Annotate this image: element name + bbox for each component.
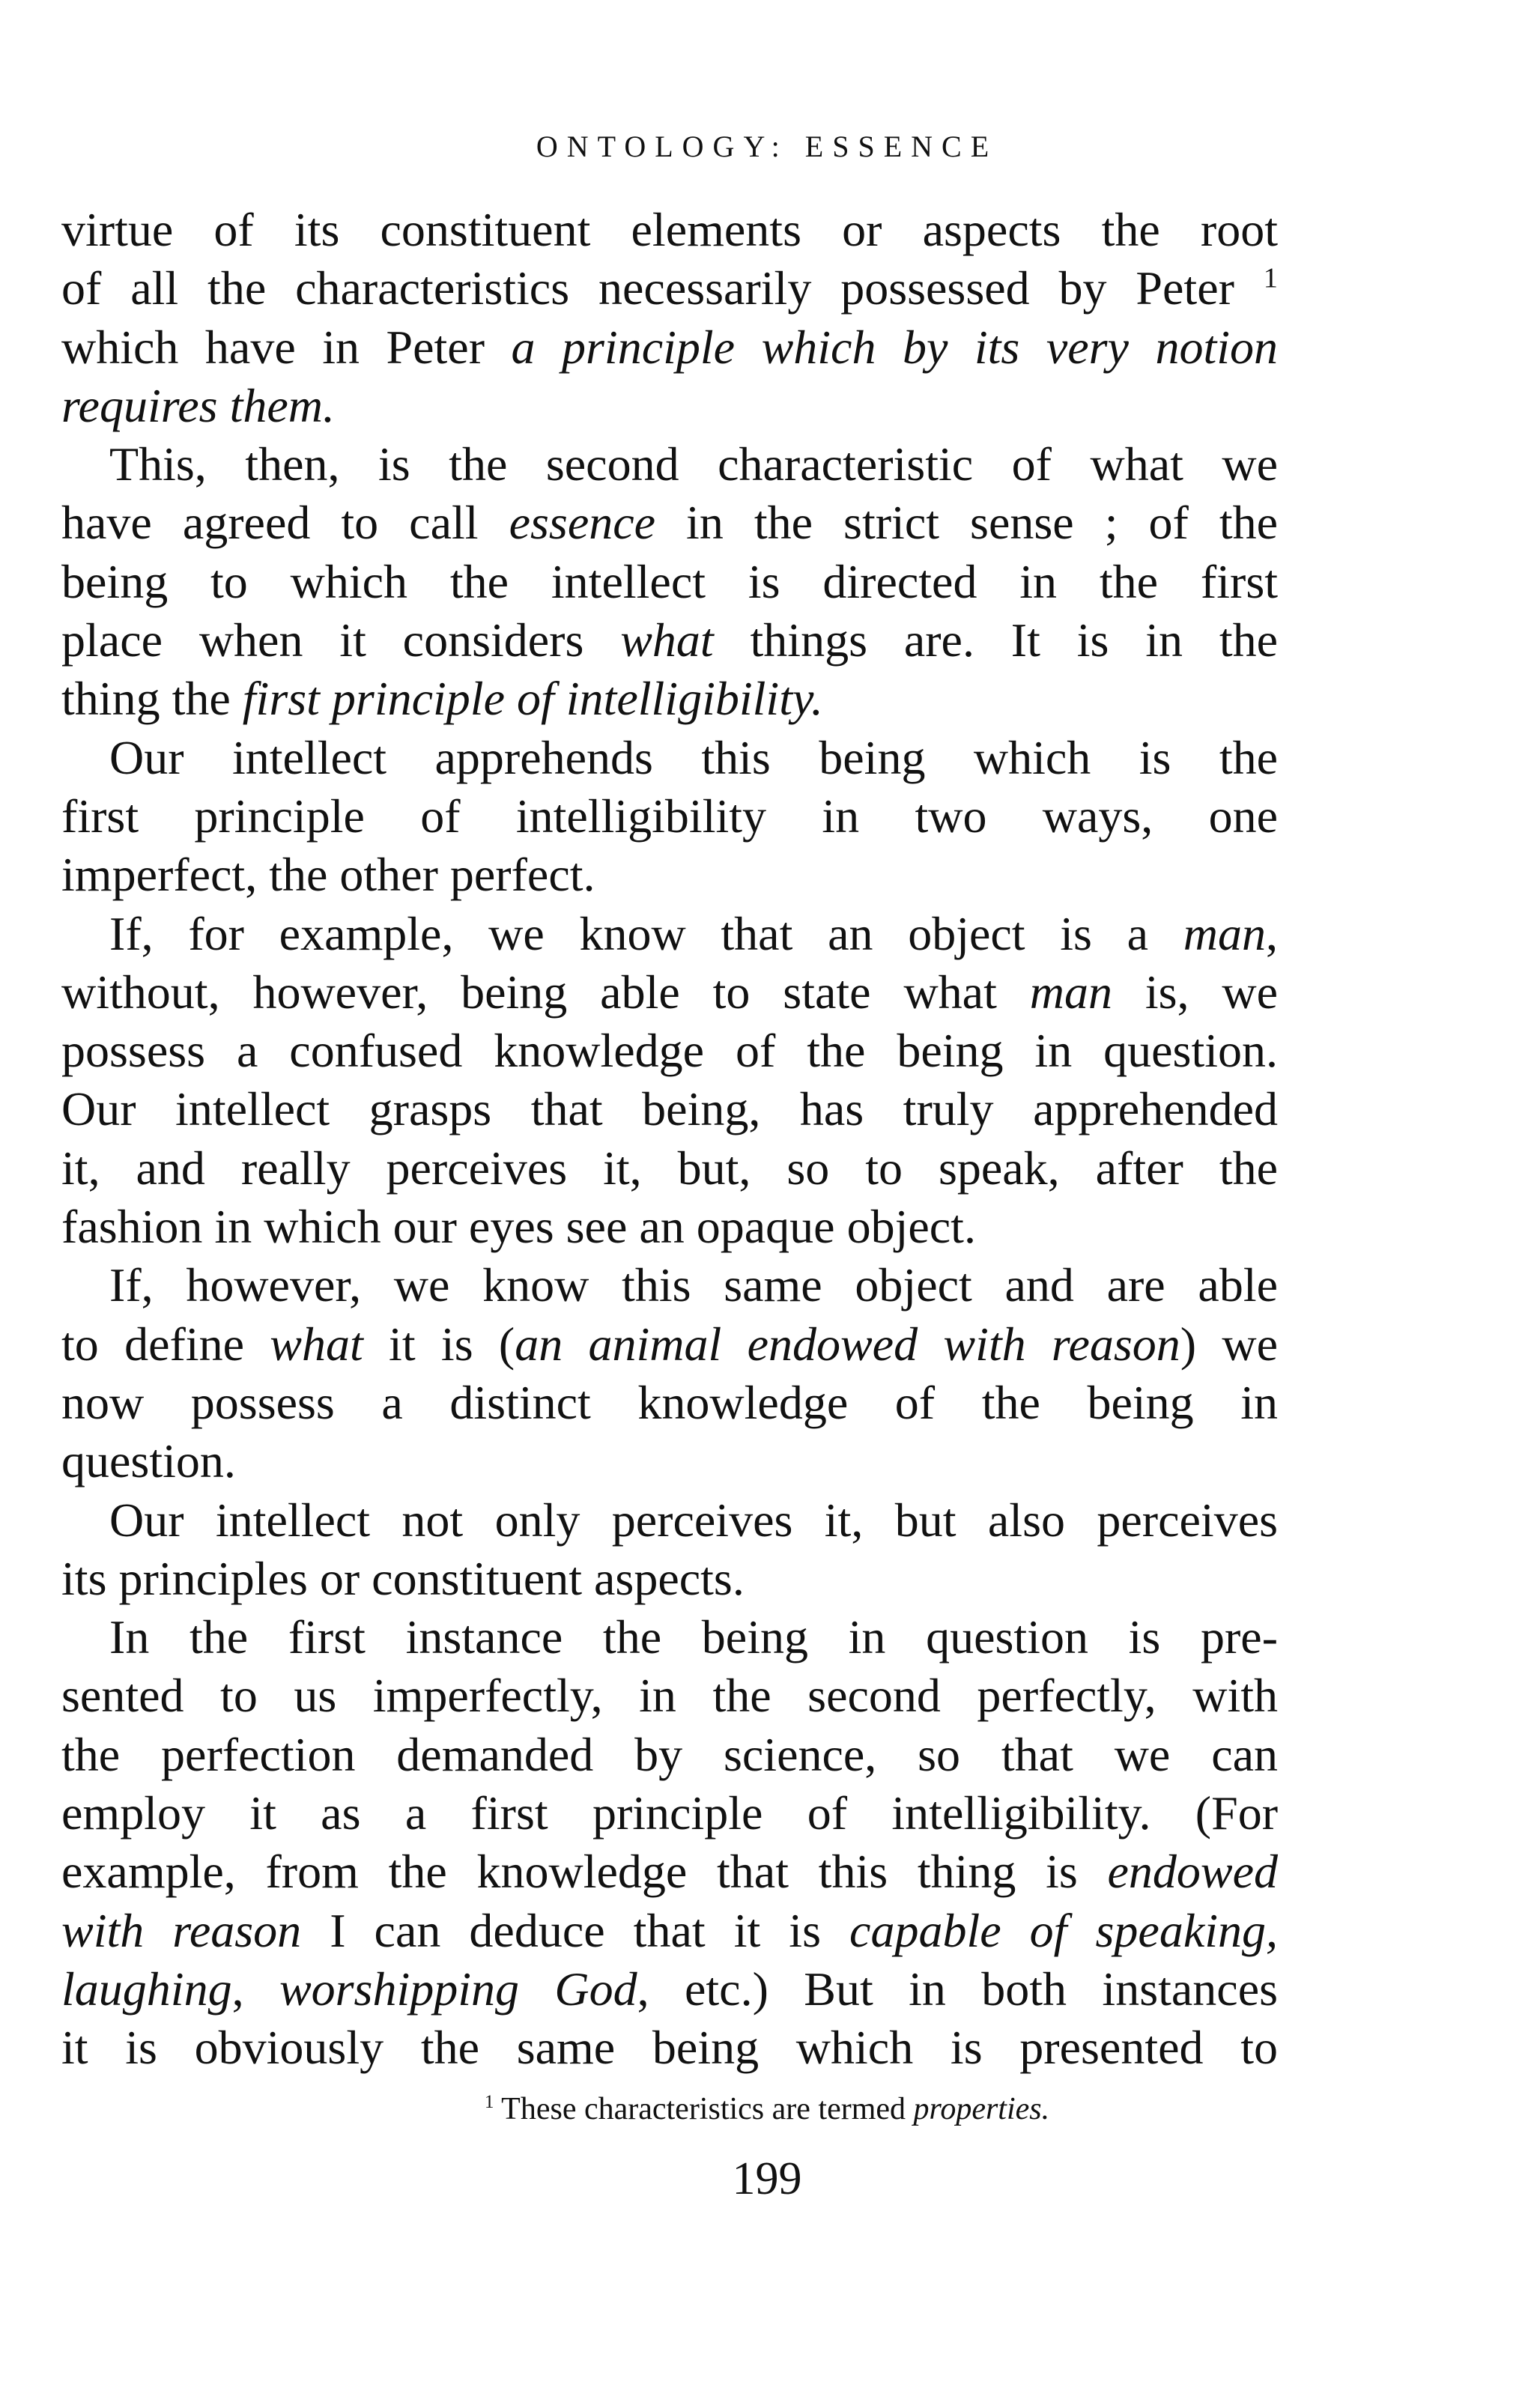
text-segment: This, then, is the second characteristic of what we bbox=[109, 437, 1278, 491]
text-segment: If, however, we know this same object and are able bbox=[109, 1258, 1278, 1312]
text-segment: ) we bbox=[1180, 1317, 1278, 1371]
text-line bbox=[61, 1843, 1278, 1901]
text-line bbox=[61, 1960, 1278, 2019]
text-segment: it, and really perceives it, but, so to speak, after the bbox=[61, 1141, 1278, 1195]
text-segment: in the strict sense ; of the bbox=[655, 496, 1279, 550]
page-number: 199 bbox=[732, 2153, 802, 2204]
text-line bbox=[61, 1198, 1278, 1256]
text-line bbox=[61, 318, 1278, 377]
text-segment: it is obviously the same being which is presented to bbox=[61, 2021, 1278, 2075]
text-segment: the perfection demanded by science, so that we can bbox=[61, 1727, 1278, 1781]
text-line bbox=[61, 846, 1278, 904]
footnote-reference: 1 bbox=[1263, 262, 1278, 294]
text-line bbox=[61, 670, 1278, 728]
text-segment: first principle of intelligibility in two ways, one bbox=[61, 789, 1278, 843]
text-segment: now possess a distinct knowledge of the being in bbox=[61, 1375, 1278, 1429]
footnote-text: These characteristics are termed bbox=[494, 2092, 914, 2126]
text-segment: it is ( bbox=[363, 1317, 515, 1371]
text-line bbox=[61, 1022, 1278, 1080]
text-segment: virtue of its constituent elements or aspects the root bbox=[61, 203, 1278, 256]
italic-text: laughing bbox=[61, 1962, 232, 2016]
footnote-marker: 1 bbox=[484, 2092, 494, 2112]
text-line bbox=[61, 1139, 1278, 1198]
text-segment: have agreed to call bbox=[61, 496, 509, 550]
footnote-italic: properties. bbox=[913, 2092, 1050, 2126]
text-line bbox=[61, 1608, 1278, 1667]
italic-text: endowed bbox=[1107, 1845, 1278, 1899]
italic-text: essence bbox=[509, 496, 656, 550]
text-segment: , bbox=[1266, 906, 1278, 960]
text-line bbox=[61, 494, 1278, 552]
italic-text: an animal endowed with reason bbox=[515, 1317, 1180, 1371]
text-line bbox=[61, 553, 1278, 611]
text-segment: without, however, being able to state what bbox=[61, 965, 1030, 1019]
italic-text: man bbox=[1183, 906, 1266, 960]
text-line bbox=[61, 1432, 1278, 1490]
text-segment: Our intellect not only perceives it, but also perceives bbox=[109, 1493, 1278, 1547]
text-line bbox=[61, 1491, 1278, 1550]
text-line bbox=[61, 1667, 1278, 1725]
text-line bbox=[61, 729, 1278, 787]
italic-text: a principle which by its very notion bbox=[511, 320, 1278, 374]
text-segment: sented to us imperfectly, in the second perfectly, with bbox=[61, 1669, 1278, 1723]
text-line bbox=[61, 1784, 1278, 1843]
italic-text: requires them. bbox=[61, 378, 335, 432]
text-segment: employ it as a first principle of intelligibility. (For bbox=[61, 1786, 1278, 1840]
text-segment: fashion in which our eyes see an opaque object. bbox=[61, 1200, 976, 1254]
text-line bbox=[61, 1256, 1278, 1314]
running-head: ONTOLOGY: ESSENCE bbox=[536, 130, 998, 163]
text-segment: I can deduce that it is bbox=[301, 1903, 850, 1957]
text-segment: imperfect, the other perfect. bbox=[61, 848, 595, 902]
text-line bbox=[61, 1902, 1278, 1960]
text-line bbox=[61, 787, 1278, 846]
text-line bbox=[61, 201, 1278, 259]
text-segment: If, for example, we know that an object is a bbox=[109, 906, 1183, 960]
text-segment: question. bbox=[61, 1434, 236, 1488]
italic-text: capable of speaking, bbox=[849, 1903, 1278, 1957]
text-segment: , etc.) But in both instances bbox=[637, 1962, 1278, 2016]
body-text bbox=[61, 201, 1278, 2078]
text-line bbox=[61, 2019, 1278, 2077]
footnote bbox=[0, 2091, 1534, 2127]
text-segment: possess a confused knowledge of the being in question. bbox=[61, 1024, 1278, 1078]
text-segment: In the first instance the being in question is pre- bbox=[109, 1610, 1278, 1664]
text-line bbox=[61, 435, 1278, 494]
text-line bbox=[61, 1550, 1278, 1608]
text-segment: thing the bbox=[61, 672, 243, 726]
text-segment: , bbox=[231, 1962, 279, 2016]
text-line bbox=[61, 1315, 1278, 1374]
italic-text: what bbox=[620, 613, 714, 667]
italic-text: first principle of intelligibility. bbox=[242, 672, 823, 726]
text-line bbox=[61, 611, 1278, 670]
text-line bbox=[61, 377, 1278, 435]
text-segment: place when it considers bbox=[61, 613, 621, 667]
text-segment: things are. It is in the bbox=[713, 613, 1278, 667]
italic-text: worshipping God bbox=[279, 1962, 637, 2016]
text-segment: example, from the knowledge that this thing is bbox=[61, 1845, 1108, 1899]
text-segment: Our intellect grasps that being, has truly apprehended bbox=[61, 1082, 1278, 1136]
text-segment: to define bbox=[61, 1317, 270, 1371]
text-line bbox=[61, 1726, 1278, 1784]
text-line bbox=[61, 1374, 1278, 1432]
text-segment: is, we bbox=[1112, 965, 1278, 1019]
italic-text: what bbox=[270, 1317, 363, 1371]
text-segment: being to which the intellect is directed in the first bbox=[61, 554, 1278, 608]
italic-text: with reason bbox=[61, 1903, 302, 1957]
text-line bbox=[61, 905, 1278, 963]
text-segment: of all the characteristics necessarily possessed by Peter bbox=[61, 261, 1264, 315]
text-line bbox=[61, 1080, 1278, 1138]
italic-text: man bbox=[1029, 965, 1112, 1019]
text-segment: which have in Peter bbox=[61, 320, 512, 374]
text-segment: its principles or constituent aspects. bbox=[61, 1551, 745, 1605]
text-segment: Our intellect apprehends this being which is the bbox=[109, 730, 1278, 784]
text-line bbox=[61, 963, 1278, 1022]
text-line bbox=[61, 259, 1278, 318]
